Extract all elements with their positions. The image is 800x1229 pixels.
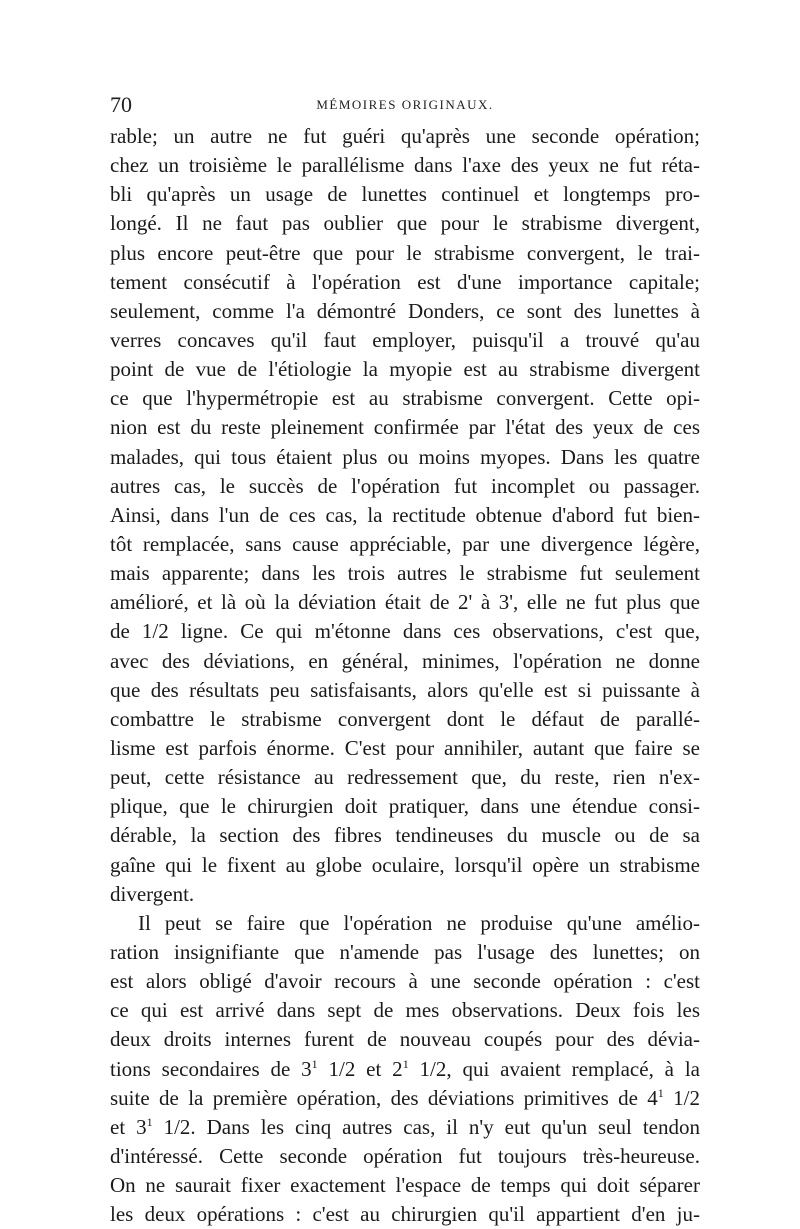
text-fragment: 1/2. Dans les cinq autres cas, il n'y eut qu'un seul tendon: [152, 1114, 700, 1139]
superscript: 1: [146, 1114, 153, 1129]
text-line: chez un troisième le parallélisme dans l'axe des yeux ne fut réta-: [110, 153, 700, 178]
text-line-paragraph-end: divergent.: [110, 881, 195, 906]
text-fragment: suite de la première opération, des déviations primitives de 4: [110, 1085, 658, 1110]
text-line: bli qu'après un usage de lunettes continuel et longtemps pro-: [110, 182, 700, 207]
text-line: amélioré, et là où la déviation était de 2' à 3', elle ne fut plus que: [110, 590, 700, 615]
text-fragment: tions secondaires de 3: [110, 1056, 312, 1081]
text-line: ce que l'hypermétropie est au strabisme convergent. Cette opi-: [110, 386, 700, 411]
text-line: tôt remplacée, sans cause appréciable, par une divergence légère,: [110, 531, 700, 556]
text-line: point de vue de l'étiologie la myopie est au strabisme divergent: [110, 357, 700, 382]
text-line: ce qui est arrivé dans sept de mes observations. Deux fois les: [110, 998, 700, 1023]
text-line: avec des déviations, en général, minimes, l'opération ne donne: [110, 648, 700, 673]
text-line: plique, que le chirurgien doit pratiquer, dans une étendue consi-: [110, 794, 700, 819]
text-line: d'intéressé. Cette seconde opération fut toujours très-heureuse.: [110, 1143, 700, 1168]
page-header: [110, 92, 700, 122]
text-line: mais apparente; dans les trois autres le strabisme fut seulement: [110, 561, 700, 586]
text-line-paragraph-start: Il peut se faire que l'opération ne produise qu'une amélio-: [138, 910, 700, 935]
text-line: deux droits internes furent de nouveau coupés pour des dévia-: [110, 1027, 700, 1052]
text-line: tement consécutif à l'opération est d'une importance capitale;: [110, 269, 700, 294]
text-line: seulement, comme l'a démontré Donders, ce sont des lunettes à: [110, 298, 700, 323]
text-line: rable; un autre ne fut guéri qu'après une seconde opération;: [110, 124, 700, 148]
text-line: les deux opérations : c'est au chirurgien qu'il appartient d'en ju-: [110, 1202, 700, 1227]
body-text: [110, 122, 700, 1229]
text-line: de 1/2 ligne. Ce qui m'étonne dans ces observations, c'est que,: [110, 619, 700, 644]
text-fragment: 1/2 et 2: [317, 1056, 403, 1081]
text-line: combattre le strabisme convergent dont le défaut de parallé-: [110, 706, 700, 731]
text-line: [110, 1113, 700, 1142]
running-head: MÉMOIRES ORIGINAUX.: [316, 97, 494, 112]
text-line: gaîne qui le fixent au globe oculaire, lorsqu'il opère un strabisme: [110, 852, 700, 877]
superscript: 1: [657, 1085, 664, 1100]
text-line: est alors obligé d'avoir recours à une seconde opération : c'est: [110, 969, 700, 994]
page-number: 70: [110, 92, 132, 117]
text-line: [110, 1055, 700, 1084]
text-line: On ne saurait fixer exactement l'espace de temps qui doit séparer: [110, 1173, 700, 1198]
text-line: plus encore peut-être que pour le strabisme convergent, le trai-: [110, 240, 700, 265]
text-fragment: 1/2: [663, 1085, 700, 1110]
text-line: malades, qui tous étaient plus ou moins myopes. Dans les quatre: [110, 444, 700, 469]
text-line: longé. Il ne faut pas oublier que pour le strabisme divergent,: [110, 211, 700, 236]
text-line: nion est du reste pleinement confirmée par l'état des yeux de ces: [110, 415, 700, 440]
superscript: 1: [311, 1056, 318, 1071]
text-line: lisme est parfois énorme. C'est pour annihiler, autant que faire se: [110, 735, 700, 760]
text-fragment: et 3: [110, 1114, 147, 1139]
text-line: Ainsi, dans l'un de ces cas, la rectitude obtenue d'abord fut bien-: [110, 502, 700, 527]
text-fragment: 1/2, qui avaient remplacé, à la: [408, 1056, 700, 1081]
superscript: 1: [402, 1056, 409, 1071]
text-line: peut, cette résistance au redressement que, du reste, rien n'ex-: [110, 765, 700, 790]
text-line: verres concaves qu'il faut employer, puisqu'il a trouvé qu'au: [110, 327, 700, 352]
text-line: dérable, la section des fibres tendineuses du muscle ou de sa: [110, 823, 700, 848]
text-line: [110, 1084, 700, 1113]
text-line: ration insignifiante que n'amende pas l'usage des lunettes; on: [110, 939, 700, 964]
text-line: que des résultats peu satisfaisants, alors qu'elle est si puissante à: [110, 677, 700, 702]
text-line: autres cas, le succès de l'opération fut incomplet ou passager.: [110, 473, 700, 498]
